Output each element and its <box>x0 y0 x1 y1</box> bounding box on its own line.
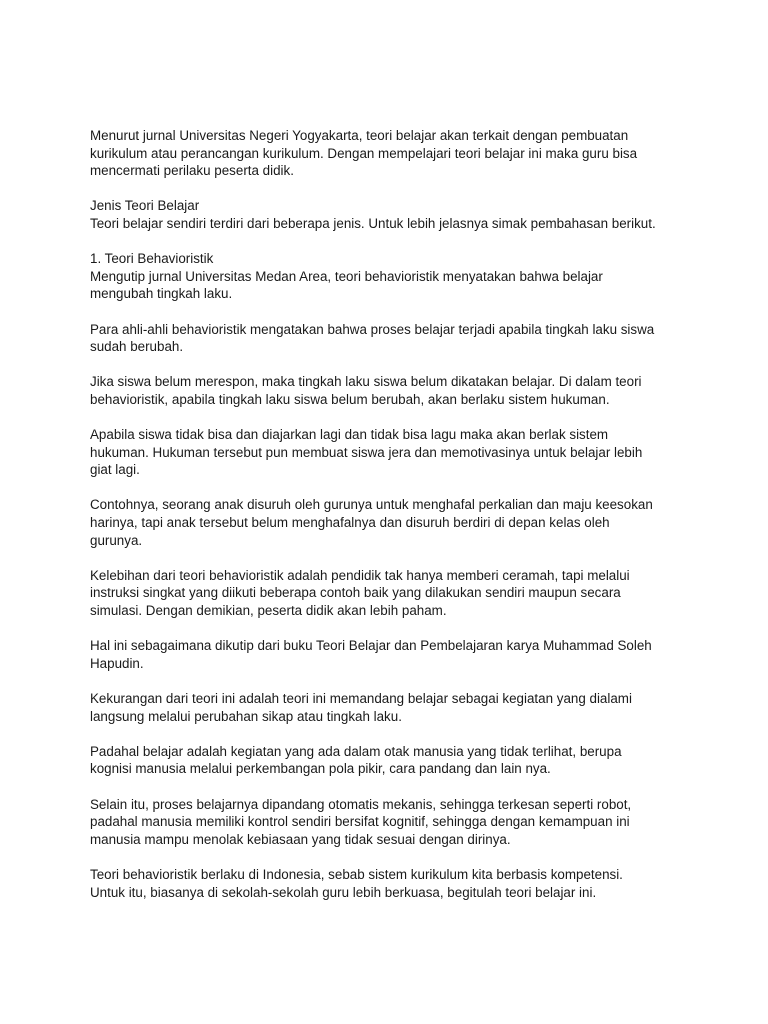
text-line: Mengutip jurnal Universitas Medan Area, teori behavioristik menyatakan bahwa belajar <box>90 268 603 284</box>
paragraph <box>90 250 690 303</box>
text-line: Hal ini sebagaimana dikutip dari buku Teori Belajar dan Pembelajaran karya Muhammad Soleh <box>90 638 652 654</box>
text-line: kognisi manusia melalui perkembangan pola pikir, cara pandang dan lain nya. <box>90 761 551 777</box>
text-line: Selain itu, proses belajarnya dipandang otomatis mekanis, sehingga terkesan seperti robot, <box>90 796 632 812</box>
text-line: 1. Teori Behavioristik <box>90 251 214 267</box>
text-line: Jenis Teori Belajar <box>90 198 200 214</box>
paragraph <box>90 426 690 479</box>
text-line: hukuman. Hukuman tersebut pun membuat siswa jera dan memotivasinya untuk belajar lebih <box>90 444 643 460</box>
paragraph <box>90 321 690 356</box>
text-line: simulasi. Dengan demikian, peserta didik akan lebih paham. <box>90 603 447 619</box>
text-line: Teori behavioristik berlaku di Indonesia, sebab sistem kurikulum kita berbasis kompetensi. <box>90 866 623 882</box>
text-line: giat lagi. <box>90 462 140 478</box>
text-line: Kelebihan dari teori behavioristik adalah pendidik tak hanya memberi ceramah, tapi melalui <box>90 567 630 583</box>
paragraph <box>90 567 690 620</box>
paragraph <box>90 690 690 725</box>
paragraph <box>90 197 690 232</box>
paragraph <box>90 637 690 672</box>
text-line: behavioristik, apabila tingkah laku siswa belum berubah, akan berlaku sistem hukuman. <box>90 391 610 407</box>
text-line: Contohnya, seorang anak disuruh oleh gurunya untuk menghafal perkalian dan maju keesokan <box>90 497 653 513</box>
text-line: sudah berubah. <box>90 339 184 355</box>
document-body <box>90 127 690 919</box>
paragraph <box>90 127 690 180</box>
text-line: harinya, tapi anak tersebut belum menghafalnya dan disuruh berdiri di depan kelas oleh <box>90 515 610 531</box>
paragraph <box>90 496 690 549</box>
text-line: mengubah tingkah laku. <box>90 286 233 302</box>
text-line: Kekurangan dari teori ini adalah teori ini memandang belajar sebagai kegiatan yang dialami <box>90 691 632 706</box>
text-line: Teori belajar sendiri terdiri dari beberapa jenis. Untuk lebih jelasnya simak pembahasan berikut. <box>90 215 656 231</box>
text-line: gurunya. <box>90 532 143 548</box>
text-line: Menurut jurnal Universitas Negeri Yogyakarta, teori belajar akan terkait dengan pembuatan <box>90 128 629 143</box>
text-line: Hapudin. <box>90 655 144 671</box>
text-line: Para ahli-ahli behavioristik mengatakan bahwa proses belajar terjadi apabila tingkah laku siswa <box>90 321 655 337</box>
text-line: Padahal belajar adalah kegiatan yang ada dalam otak manusia yang tidak terlihat, berupa <box>90 743 622 759</box>
text-line: mencermati perilaku peserta didik. <box>90 163 294 179</box>
text-line: Untuk itu, biasanya di sekolah-sekolah guru lebih berkuasa, begitulah teori belajar ini. <box>90 884 597 900</box>
paragraph <box>90 373 690 408</box>
text-line: Jika siswa belum merespon, maka tingkah laku siswa belum dikatakan belajar. Di dalam teori <box>90 374 642 390</box>
text-line: padahal manusia memiliki kontrol sendiri bersifat kognitif, sehingga dengan kemampuan ini <box>90 814 630 830</box>
text-line: manusia mampu menolak kebiasaan yang tidak sesuai dengan dirinya. <box>90 831 511 847</box>
paragraph <box>90 796 690 849</box>
text-line: Apabila siswa tidak bisa dan diajarkan lagi dan tidak bisa lagu maka akan berlak sistem <box>90 427 609 443</box>
paragraph <box>90 866 690 901</box>
text-line: instruksi singkat yang diikuti beberapa contoh baik yang dilakukan sendiri maupun secara <box>90 585 621 601</box>
text-line: kurikulum atau perancangan kurikulum. Dengan mempelajari teori belajar ini maka guru bisa <box>90 145 638 161</box>
paragraph <box>90 743 690 778</box>
text-line: langsung melalui perubahan sikap atau tingkah laku. <box>90 708 402 724</box>
